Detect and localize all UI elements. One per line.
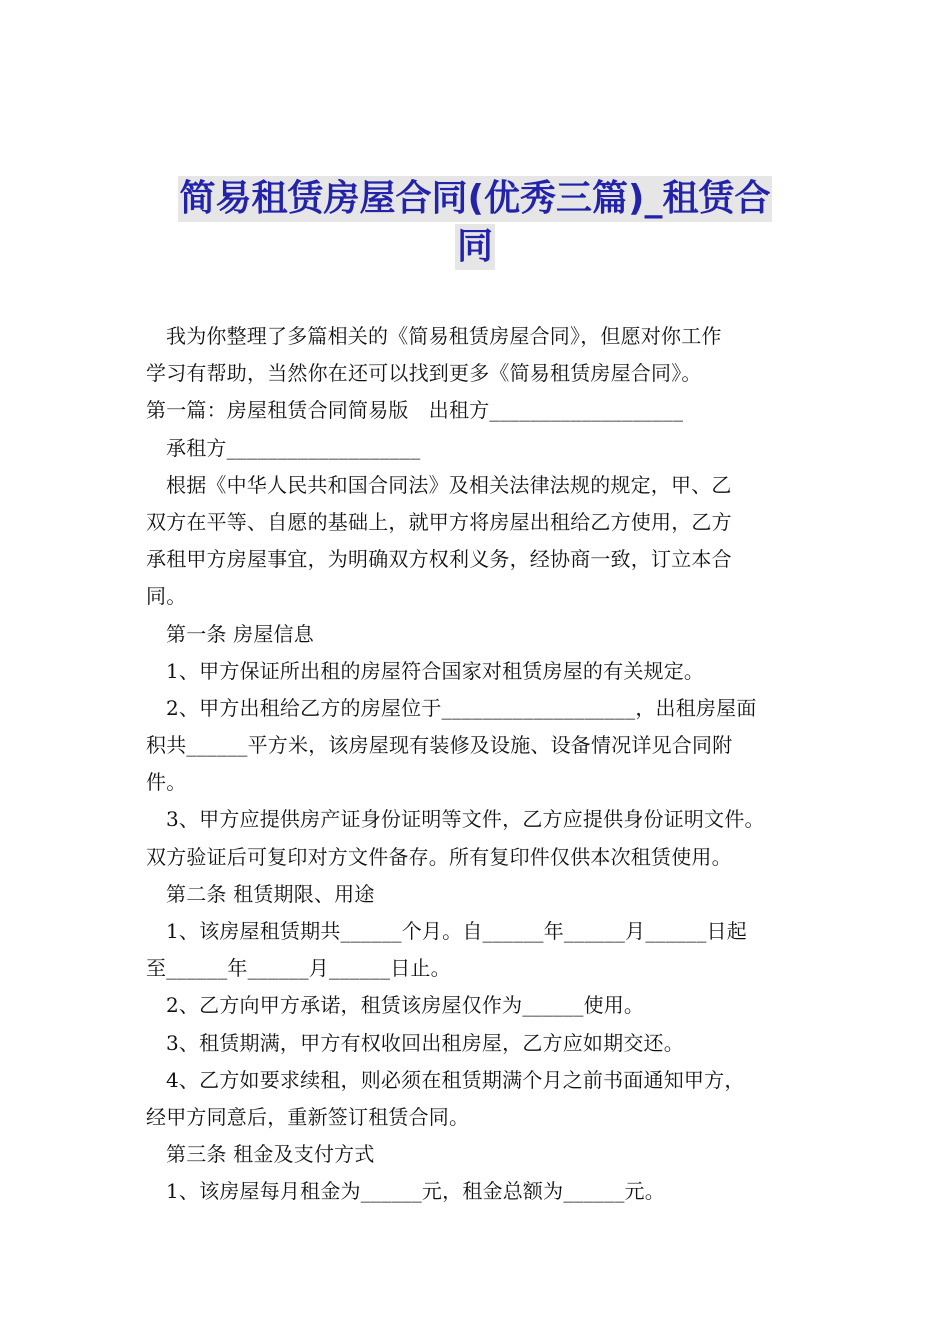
part-one-heading: 第一篇：房屋租赁合同简易版 出租方___________________: [146, 398, 684, 423]
article-1-heading: 第一条 房屋信息: [166, 621, 314, 646]
intro-line-1: 我为你整理了多篇相关的《简易租赁房屋合同》，但愿对你工作: [166, 324, 722, 348]
tenant-line: 承租方___________________: [166, 435, 421, 460]
preamble-line-3: 承租甲方房屋事宜，为明确双方权利义务，经协商一致，订立本合: [146, 547, 732, 572]
preamble-line-4: 同。: [146, 584, 187, 609]
article-3-heading: 第三条 租金及支付方式: [166, 1142, 375, 1167]
article-2-heading: 第二条 租赁期限、用途: [166, 881, 375, 906]
article-1-item-1: 1、甲方保证所出租的房屋符合国家对租赁房屋的有关规定。: [166, 658, 705, 683]
article-3-item-1: 1、该房屋每月租金为______元，租金总额为______元。: [166, 1179, 665, 1204]
title-line-1: 简易租赁房屋合同(优秀三篇)_租赁合: [178, 176, 773, 222]
article-2-item-2: 2、乙方向甲方承诺，租赁该房屋仅作为______使用。: [166, 993, 645, 1018]
document-body: [146, 318, 822, 1211]
preamble-line-1: 根据《中华人民共和国合同法》及相关法律法规的规定，甲、乙: [166, 472, 732, 497]
document-title: [0, 176, 950, 270]
article-2-item-1-line-2: 至______年______月______日止。: [146, 956, 451, 981]
intro-line-2: 学习有帮助，当然你在还可以找到更多《简易租赁房屋合同》。: [146, 361, 702, 386]
article-1-item-3-line-1: 3、甲方应提供房产证身份证明等文件，乙方应提供身份证明文件。: [166, 807, 765, 832]
article-2-item-1-line-1: 1、该房屋租赁期共______个月。自______年______月______日起: [166, 919, 747, 943]
article-1-item-2-line-1: 2、甲方出租给乙方的房屋位于___________________，出租房屋面: [166, 695, 757, 720]
article-2-item-3: 3、租赁期满，甲方有权收回出租房屋，乙方应如期交还。: [166, 1030, 684, 1055]
article-1-item-2-line-3: 件。: [146, 770, 187, 795]
preamble-line-2: 双方在平等、自愿的基础上，就甲方将房屋出租给乙方使用，乙方: [146, 509, 732, 534]
article-1-item-3-line-2: 双方验证后可复印对方文件备存。所有复印件仅供本次租赁使用。: [146, 844, 732, 869]
article-1-item-2-line-2: 积共______平方米，该房屋现有装修及设施、设备情况详见合同附: [146, 733, 733, 758]
article-2-item-4-line-2: 经甲方同意后，重新签订租赁合同。: [146, 1104, 470, 1129]
article-2-item-4-line-1: 4、乙方如要求续租，则必须在租赁期满个月之前书面通知甲方，: [166, 1067, 745, 1092]
title-line-2: 同: [455, 224, 495, 270]
